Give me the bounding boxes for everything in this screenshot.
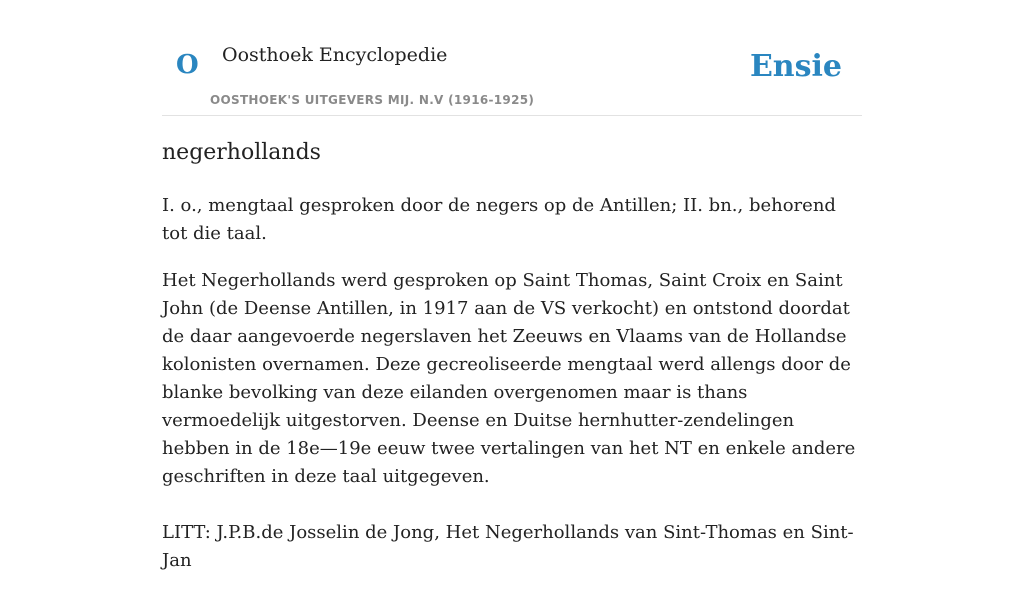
entry-definition: I. o., mengtaal gesproken door de negers op de Antillen; II. bn., behorend tot die taal. bbox=[162, 195, 836, 244]
entry-body: Het Negerhollands werd gesproken op Saint Thomas, Saint Croix en Saint John (de Deense Antillen, in 1917 aan de VS verkocht) en ontstond doordat de daar aangevoerde negerslaven het Zeeuws en Vlaams van de Hollandse kolonisten overnamen. Deze gecreoliseerde mengtaal werd allengs door de blanke bevolking van deze eilanden overgenomen maar is thans vermoedelijk uitgestorven. Deense en Duitse hernhutter-zendelingen hebben in de 18e—19e eeuw twee vertalingen van het NT en enkele andere geschriften in deze taal uitgegeven. bbox=[162, 270, 856, 487]
page-container bbox=[162, 0, 862, 571]
logo-letter-icon[interactable]: O bbox=[176, 50, 199, 80]
book-title-link[interactable]: Oosthoek Encyclopedie bbox=[222, 44, 448, 66]
entry-title: negerhollands bbox=[162, 140, 321, 165]
publisher-label: OOSTHOEK'S UITGEVERS MIJ. N.V (1916-1925) bbox=[210, 93, 535, 107]
brand-logo-link[interactable]: Ensie bbox=[749, 49, 842, 84]
site-header bbox=[162, 0, 862, 116]
entry-literature: LITT: J.P.B.de Josselin de Jong, Het Negerhollands van Sint-Thomas en Sint-Jan bbox=[162, 522, 854, 571]
entry-content bbox=[162, 192, 862, 594]
